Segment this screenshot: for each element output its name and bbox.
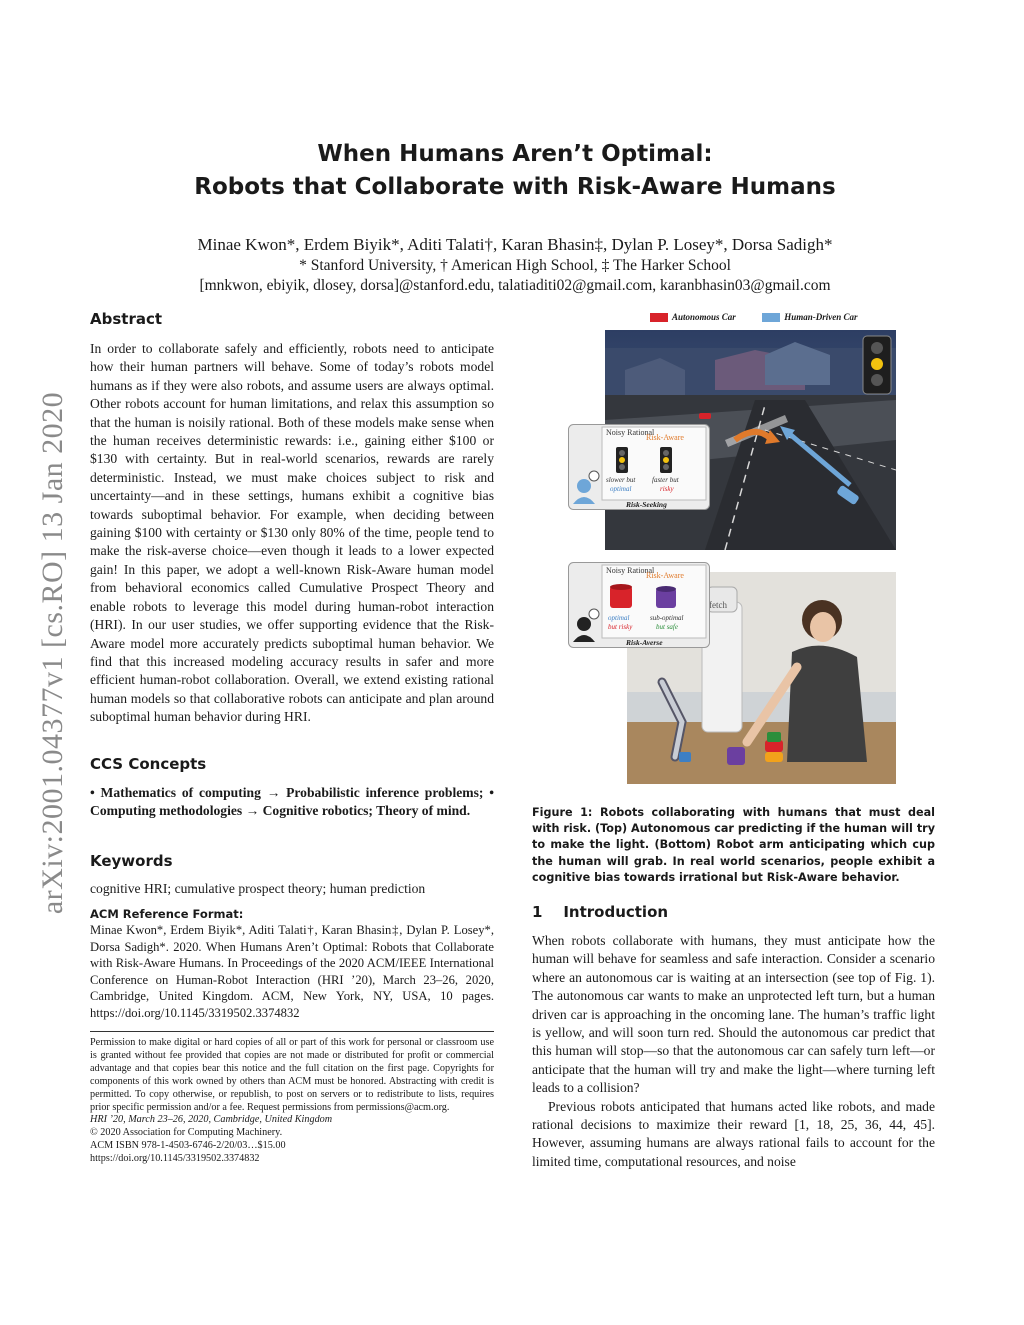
bottom-option-2: sub-optimal	[650, 614, 684, 622]
acm-reference-text: Minae Kwon*, Erdem Biyik*, Aditi Talati†, Karan Bhasin‡, Dylan P. Losey*, Dorsa Sadigh*. 2020. When Humans Aren’t Optimal: Robots that Collaborate with Risk-Aware Humans. In Proceedings of the 2020 ACM/IEEE International Conference on Human-Robot Interaction (HRI ’20), March 23–26, 2020, Cambridge, United Kingdom. ACM, New York, NY, USA, 10 pages. https://doi.org/10.1145/3319502.3374832	[90, 923, 494, 1020]
autonomous-swatch	[650, 313, 668, 322]
abstract-heading: Abstract	[90, 310, 163, 328]
permission-text: Permission to make digital or hard copies of all or part of this work for personal or classroom use is granted without fee provided that copies are not made or distributed for profit or commercial advantage and that copies bear this notice and the full citation on the first page. Copyrights for components of this work owned by others than ACM must be honored. Abstracting with credit is permitted. To copy otherwise, or republish, to post on servers or to redistribute to lists, requires prior specific permission and/or a fee. Request permissions from permissions@acm.org.	[90, 1037, 494, 1113]
bottom-option-2b: but safe	[656, 623, 678, 631]
bottom-option-1: optimal	[608, 614, 630, 622]
author-emails: [mnkwon, ebiyik, dlosey, dorsa]@stanford.edu, talatiaditi02@gmail.com, karanbhasin03@gmail.com	[199, 277, 831, 294]
bottom-option-1b: but risky	[608, 623, 633, 631]
abstract-text: In order to collaborate safely and efficiently, robots need to anticipate how their human partners will behave. Some of today’s robots model humans as if they were also robots, and assume users are always optimal. Other robots account for human limitations, and relax this assumption so that the human is noisily rational. Both of these models make sense when the human receives deterministic rewards: i.e., gaining either $100 or $130 with certainty. But in real-world scenarios, rewards are rarely deterministic. Instead, we must make choices subject to risk and uncertainty—and in these settings, humans exhibit a cognitive bias towards suboptimal behavior. For example, when deciding between gaining $100 with certainty or $130 only 80% of the time, people tend to make the risk-averse choice—even though it leads to a lower expected gain! In this paper, we adopt a well-known Risk-Aware human model from behavioral economics called Cumulative Prospect Theory and enable robots to leverage this model during human-robot interaction (HRI). In our user studies, we offer supporting evidence that the Risk-Aware model more accurately predicts suboptimal human behavior. We find that this increased modeling accuracy results in safer and more efficient human-robot collaboration. Overall, we extend existing rational human models so that collaborative robots can anticipate and plan around suboptimal human behavior during HRI.	[90, 341, 494, 725]
conference-line: HRI ’20, March 23–26, 2020, Cambridge, United Kingdom	[90, 1114, 333, 1126]
top-noisy-label: Noisy Rational	[606, 428, 655, 437]
intro-paragraph-2: Previous robots anticipated that humans acted like robots, and made rational decisions to maximize their reward [1, 18, 25, 36, 44, 45]. However, assuming humans are always rational fails to account for the limited time, computational resources, and noise	[532, 1098, 935, 1169]
intro-heading: 1 Introduction	[532, 903, 669, 921]
legend-autonomous-label: Autonomous Car	[672, 312, 736, 322]
ccs-text: • Mathematics of computing → Probabilistic inference problems; • Computing methodologies → Cognitive robotics; Theory of mind.	[90, 785, 494, 818]
affiliations: * Stanford University, † American High School, ‡ The Harker School	[299, 257, 731, 274]
title-line-1: When Humans Aren’t Optimal:	[317, 141, 713, 167]
bottom-noisy-label: Noisy Rational	[606, 566, 655, 575]
legend-human-label: Human-Driven Car	[784, 312, 858, 322]
bottom-inset-card	[568, 562, 710, 648]
figure-legend	[650, 312, 858, 322]
human-swatch	[762, 313, 780, 322]
intro-text	[532, 932, 935, 1171]
ccs-heading: CCS Concepts	[90, 755, 207, 773]
keywords-text: cognitive HRI; cumulative prospect theory; human prediction	[90, 881, 426, 896]
isbn-line: ACM ISBN 978-1-4503-6746-2/20/03…$15.00	[90, 1140, 286, 1152]
arxiv-stamp: arXiv:2001.04377v1 [cs.RO] 13 Jan 2020	[36, 391, 69, 915]
acm-reference-heading: ACM Reference Format:	[90, 907, 244, 921]
keywords-heading: Keywords	[90, 852, 173, 870]
copyright-line: © 2020 Association for Computing Machinery.	[90, 1127, 283, 1139]
copyright-notice	[90, 1037, 494, 1166]
top-option-1b: optimal	[610, 485, 632, 493]
top-risk-aware-label: Risk-Aware	[646, 433, 684, 442]
top-option-2: faster but	[652, 476, 679, 484]
author-list: Minae Kwon*, Erdem Biyik*, Aditi Talati†, Karan Bhasin‡, Dylan P. Losey*, Dorsa Sadigh*	[197, 235, 833, 254]
top-inset-card	[568, 424, 710, 510]
title-line-2: Robots that Collaborate with Risk-Aware Humans	[194, 174, 836, 200]
intro-paragraph-1: When robots collaborate with humans, they must anticipate how the human will behave for seamless and safe interaction. Consider a scenario where an autonomous car is waiting at an intersection (see top of Fig. 1). The autonomous car wants to make an unprotected left turn, but a human driven car is approaching in the oncoming lane. The human’s traffic light is yellow, and will soon turn red. Should the autonomous car predict that this human will stop—so that the autonomous car can safely turn left—or anticipate that the human will try and make the light—where turning left leads to a collision?	[532, 933, 935, 1096]
figure-caption: Figure 1: Robots collaborating with humans that must deal with risk. (Top) Autonomous car predicting if the human will try to make the light. (Bottom) Robot arm anticipating which cup the human will grab. In real world scenarios, people exhibit a cognitive bias towards irrational but Risk-Aware behavior.	[532, 806, 935, 884]
footnote-rule	[90, 1031, 494, 1032]
fetch-label: fetch	[709, 600, 727, 610]
paper-title	[100, 138, 930, 204]
top-option-2b: risky	[660, 485, 674, 493]
risk-averse-label: Risk-Averse	[626, 638, 663, 647]
risk-seeking-label: Risk-Seeking	[626, 500, 667, 509]
doi-line: https://doi.org/10.1145/3319502.3374832	[90, 1153, 260, 1165]
bottom-risk-aware-label: Risk-Aware	[646, 571, 684, 580]
top-option-1: slower but	[606, 476, 636, 484]
